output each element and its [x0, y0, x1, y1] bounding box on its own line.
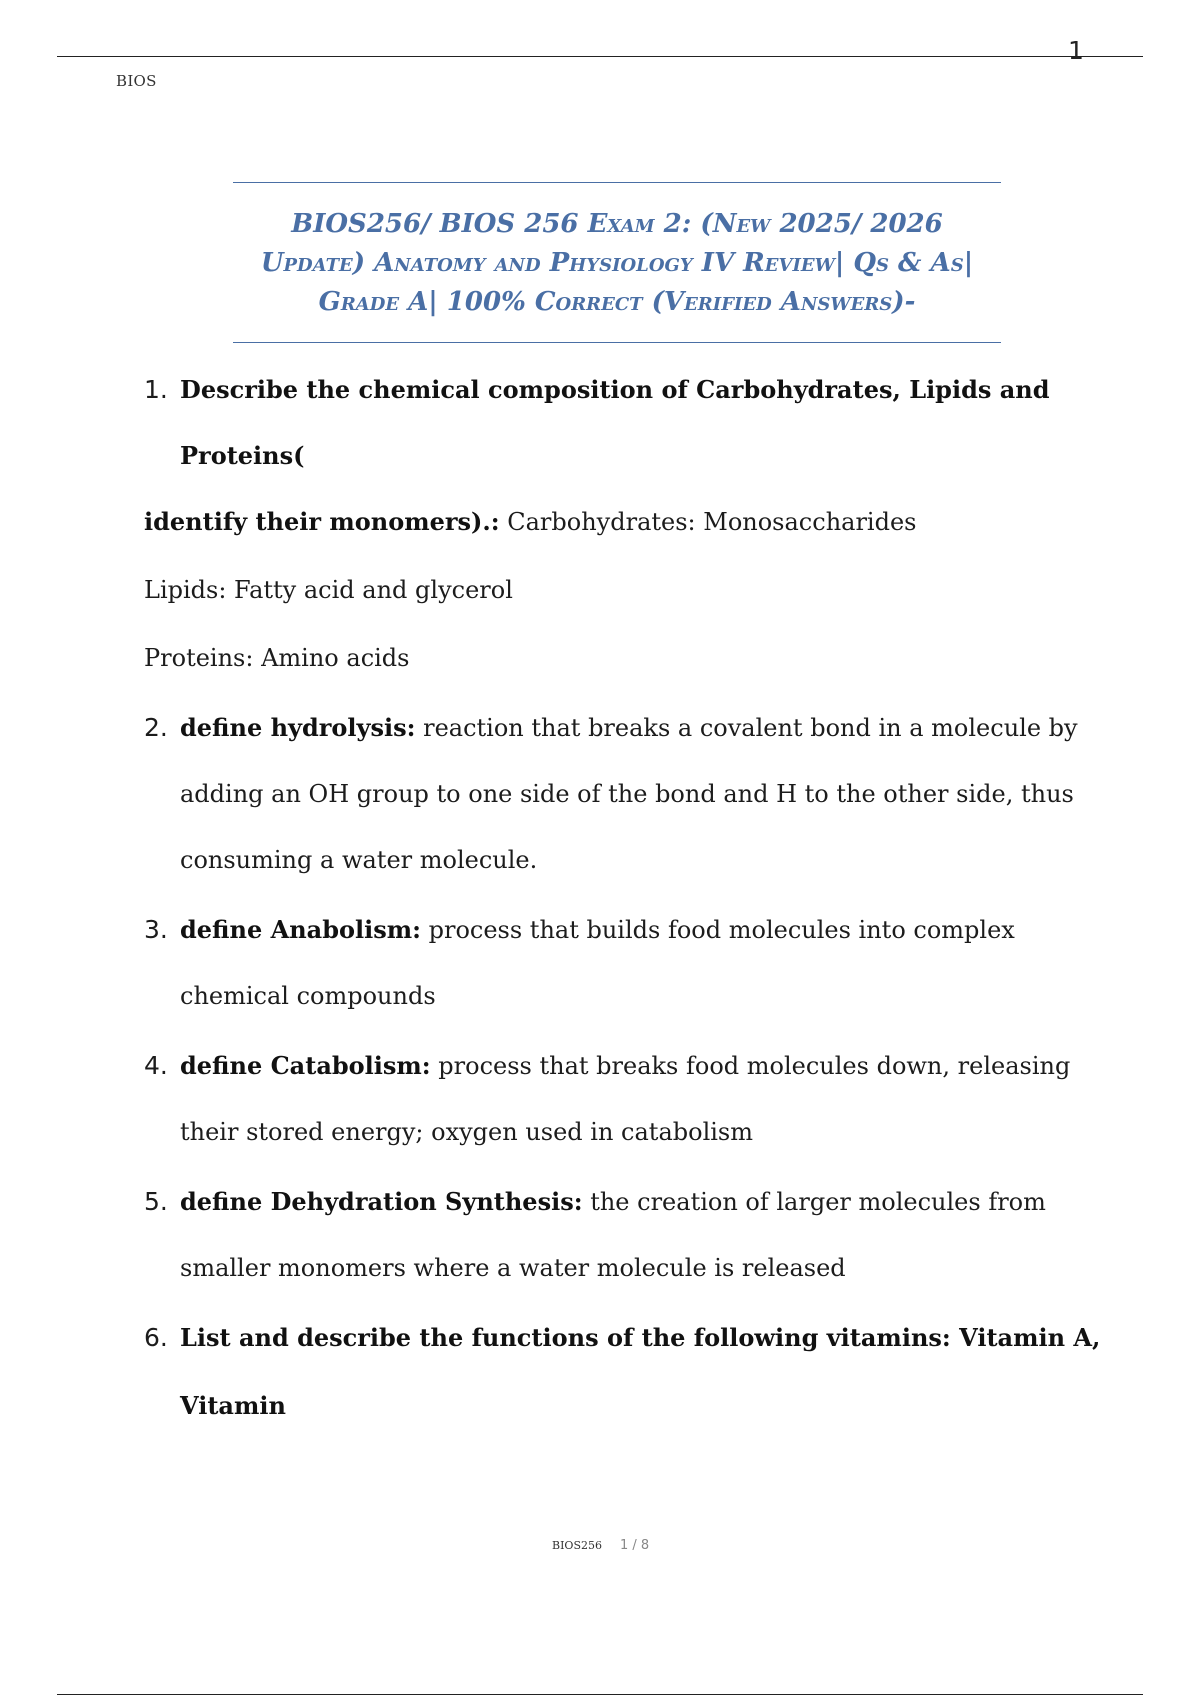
question-text: List and describe the functions of the following vitamins: Vitamin A, — [180, 1323, 1101, 1352]
item-number: 5. — [144, 1187, 168, 1216]
answer-line — [144, 1116, 1074, 1148]
page-indicator: 1 / 8 — [619, 1538, 650, 1553]
title-line-3: Grade A| 100% Correct (Verified Answers)- — [318, 287, 916, 317]
answer-text: Proteins: Amino acids — [144, 644, 410, 672]
list-item — [144, 914, 1074, 946]
answer-line — [144, 506, 1074, 538]
answer-text: their stored energy; oxygen used in catabolism — [180, 1118, 753, 1146]
item-number: 6. — [144, 1323, 168, 1352]
page-number: 1 — [1068, 36, 1084, 65]
item-number: 3. — [144, 915, 168, 944]
answer-line — [144, 844, 1074, 876]
question-text: Vitamin — [180, 1391, 286, 1420]
running-header: BIOS — [116, 72, 157, 90]
answer-text: adding an OH group to one side of the bond and H to the other side, thus — [180, 780, 1074, 808]
answer-line — [144, 1252, 1074, 1284]
list-item — [144, 1050, 1074, 1082]
question-text: Describe the chemical composition of Carbohydrates, Lipids and — [180, 375, 1050, 404]
answer-text: consuming a water molecule. — [180, 846, 538, 874]
footer-label: BIOS256 — [552, 1539, 602, 1552]
answer-text: smaller monomers where a water molecule is released — [180, 1254, 846, 1282]
list-item — [144, 712, 1078, 744]
question-text: define Catabolism: — [180, 1051, 431, 1080]
question-text: define Dehydration Synthesis: — [180, 1187, 583, 1216]
list-item — [144, 1186, 1074, 1218]
question-text: define hydrolysis: — [180, 713, 416, 742]
question-text: identify their monomers).: — [144, 507, 500, 536]
answer-line — [144, 574, 1074, 606]
list-item — [144, 374, 1074, 406]
item-number: 4. — [144, 1051, 168, 1080]
question-text: define Anabolism: — [180, 915, 421, 944]
question-text: Proteins( — [180, 441, 305, 470]
item-number: 2. — [144, 713, 168, 742]
answer-text: Lipids: Fatty acid and glycerol — [144, 576, 513, 604]
answer-text: chemical compounds — [180, 982, 436, 1010]
question-continuation — [144, 440, 1074, 472]
title-line-1: BIOS256/ BIOS 256 Exam 2: (New 2025/ 2026 — [291, 209, 943, 239]
question-continuation — [144, 1390, 1074, 1422]
question-list — [144, 374, 1101, 1422]
answer-text: process that breaks food molecules down, releasing — [430, 1052, 1071, 1080]
item-number: 1. — [144, 375, 168, 404]
answer-text: Carbohydrates: Monosaccharides — [499, 508, 917, 536]
document-title — [233, 182, 1001, 343]
answer-text: the creation of larger molecules from — [582, 1188, 1046, 1216]
footer-rule — [57, 1694, 1143, 1695]
page-footer — [552, 1538, 649, 1553]
header-rule — [57, 56, 1143, 57]
answer-text: reaction that breaks a covalent bond in a molecule by — [415, 714, 1078, 742]
answer-line — [144, 642, 1074, 674]
title-line-2: Update) Anatomy and Physiology IV Review| Qs & As| — [260, 248, 974, 278]
answer-line — [144, 778, 1074, 810]
answer-text: process that builds food molecules into complex — [420, 916, 1015, 944]
list-item — [144, 1322, 1101, 1354]
answer-line — [144, 980, 1074, 1012]
